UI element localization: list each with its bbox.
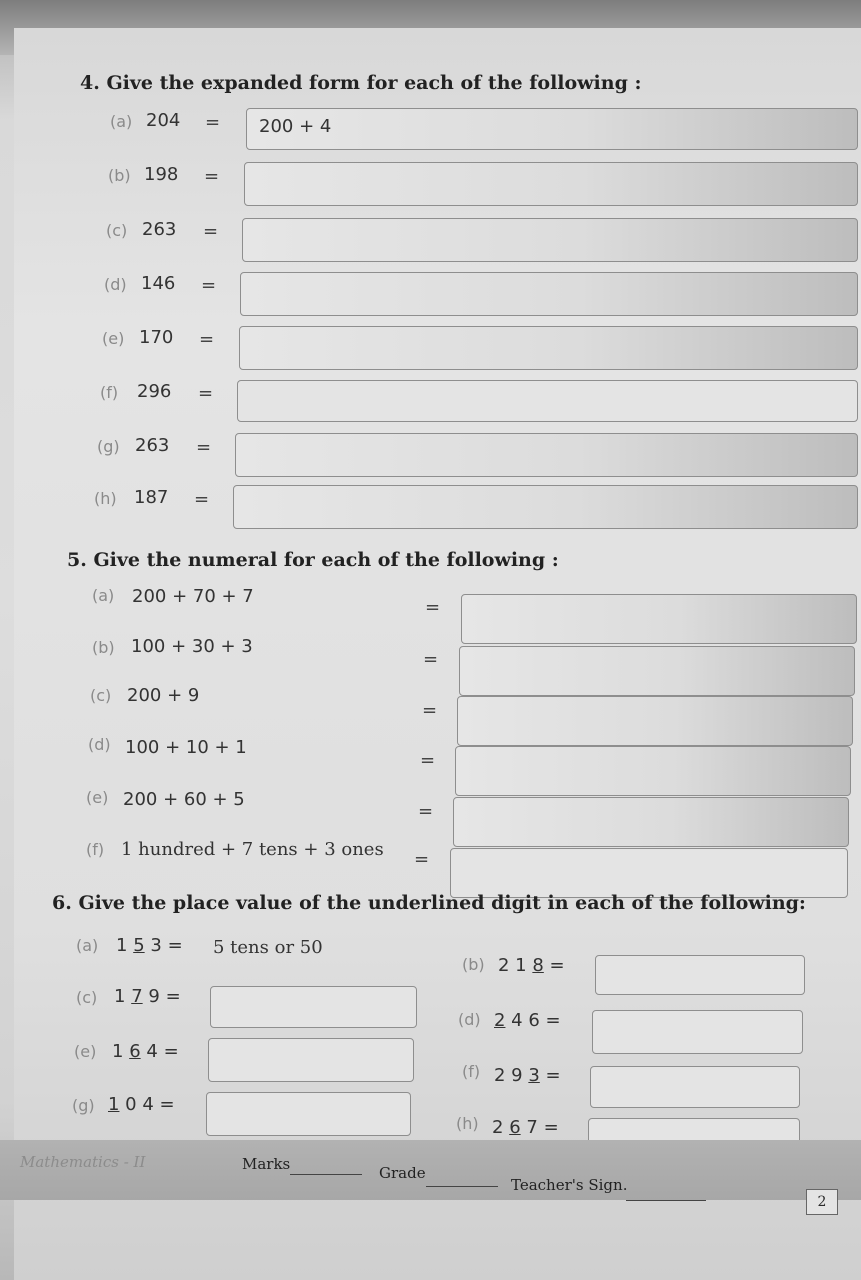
q5-answer-box[interactable]	[450, 848, 848, 898]
q4-number: 146	[141, 273, 176, 294]
q5-label: (f)	[86, 840, 105, 859]
q4-equals: =	[196, 437, 212, 458]
q4-answer-text: 200 + 4	[259, 116, 332, 137]
q4-answer-box[interactable]	[240, 272, 858, 316]
q6-answer-box[interactable]	[206, 1092, 411, 1136]
q4-answer-box[interactable]	[242, 218, 858, 262]
q6-number: 2 6 7 =	[492, 1117, 559, 1138]
q6-answer-text: 5 tens or 50	[213, 937, 323, 958]
q4-equals: =	[203, 221, 219, 242]
q5-label: (d)	[88, 735, 111, 754]
teacher-sign-blank-line	[626, 1200, 706, 1201]
q5-equals: =	[423, 649, 439, 670]
q4-number: 263	[142, 219, 177, 240]
q5-heading: 5. Give the numeral for each of the following :	[67, 549, 559, 571]
q6-label: (f)	[462, 1062, 481, 1081]
q6-label: (h)	[456, 1114, 479, 1133]
q5-answer-box[interactable]	[457, 696, 853, 746]
page-number: 2	[806, 1189, 838, 1215]
q6-heading: 6. Give the place value of the underlined digit in each of the following:	[52, 892, 806, 914]
footer-subject: Mathematics - II	[20, 1153, 146, 1171]
q6-number: 1 5 3 =	[116, 935, 183, 956]
q6-answer-box[interactable]	[592, 1010, 803, 1054]
q6-number: 1 7 9 =	[114, 986, 181, 1007]
q4-answer-box[interactable]	[237, 380, 858, 422]
q5-label: (b)	[92, 638, 115, 657]
q5-expression: 200 + 9	[127, 685, 200, 706]
q6-number: 2 4 6 =	[494, 1010, 561, 1031]
q4-label: (e)	[102, 329, 125, 348]
q4-number: 263	[135, 435, 170, 456]
q4-label: (g)	[97, 437, 120, 456]
footer-teacher-sign-label: Teacher's Sign.	[511, 1176, 628, 1194]
q4-number: 170	[139, 327, 174, 348]
q6-number: 2 1 8 =	[498, 955, 565, 976]
q4-equals: =	[199, 329, 215, 350]
q6-label: (a)	[76, 936, 99, 955]
q5-expression: 100 + 30 + 3	[131, 636, 253, 657]
grade-blank-line	[426, 1186, 498, 1187]
q4-equals: =	[198, 383, 214, 404]
q5-equals: =	[420, 750, 436, 771]
marks-blank-line	[290, 1174, 362, 1175]
q5-equals: =	[425, 597, 441, 618]
q5-label: (e)	[86, 788, 109, 807]
q4-equals: =	[204, 166, 220, 187]
q6-label: (e)	[74, 1042, 97, 1061]
footer-grade-label: Grade	[379, 1164, 426, 1182]
q4-answer-box[interactable]	[239, 326, 858, 370]
q6-answer-box[interactable]	[208, 1038, 414, 1082]
q4-equals: =	[194, 489, 210, 510]
q6-answer-box[interactable]	[595, 955, 805, 995]
q4-heading: 4. Give the expanded form for each of the following :	[80, 72, 642, 94]
q5-answer-box[interactable]	[461, 594, 857, 644]
q5-label: (c)	[90, 686, 112, 705]
q6-label: (c)	[76, 988, 98, 1007]
q4-answer-box[interactable]	[233, 485, 858, 529]
q5-expression: 200 + 60 + 5	[123, 789, 245, 810]
q5-answer-box[interactable]	[459, 646, 855, 696]
q6-answer-box[interactable]	[590, 1066, 800, 1108]
q6-number: 1 0 4 =	[108, 1094, 175, 1115]
q4-label: (f)	[100, 383, 119, 402]
q4-equals: =	[205, 112, 221, 133]
q6-label: (d)	[458, 1010, 481, 1029]
q4-answer-box[interactable]	[246, 108, 858, 150]
q5-expression: 1 hundred + 7 tens + 3 ones	[121, 839, 384, 860]
q4-number: 198	[144, 164, 179, 185]
q6-number: 2 9 3 =	[494, 1065, 561, 1086]
q6-label: (g)	[72, 1096, 95, 1115]
q5-answer-box[interactable]	[453, 797, 849, 847]
q4-number: 296	[137, 381, 172, 402]
q4-number: 187	[134, 487, 169, 508]
q5-expression: 100 + 10 + 1	[125, 737, 247, 758]
q4-label: (a)	[110, 112, 133, 131]
q4-label: (b)	[108, 166, 131, 185]
q5-label: (a)	[92, 586, 115, 605]
q4-answer-box[interactable]	[244, 162, 858, 206]
q5-equals: =	[418, 801, 434, 822]
q4-equals: =	[201, 275, 217, 296]
q4-number: 204	[146, 110, 181, 131]
q5-equals: =	[414, 849, 430, 870]
q4-label: (h)	[94, 489, 117, 508]
q4-label: (c)	[106, 221, 128, 240]
q5-expression: 200 + 70 + 7	[132, 586, 254, 607]
q6-number: 1 6 4 =	[112, 1041, 179, 1062]
q6-label: (b)	[462, 955, 485, 974]
footer-marks-label: Marks	[242, 1155, 291, 1173]
q6-answer-box[interactable]	[210, 986, 417, 1028]
q5-answer-box[interactable]	[455, 746, 851, 796]
q4-label: (d)	[104, 275, 127, 294]
q4-answer-box[interactable]	[235, 433, 858, 477]
q5-equals: =	[422, 700, 438, 721]
